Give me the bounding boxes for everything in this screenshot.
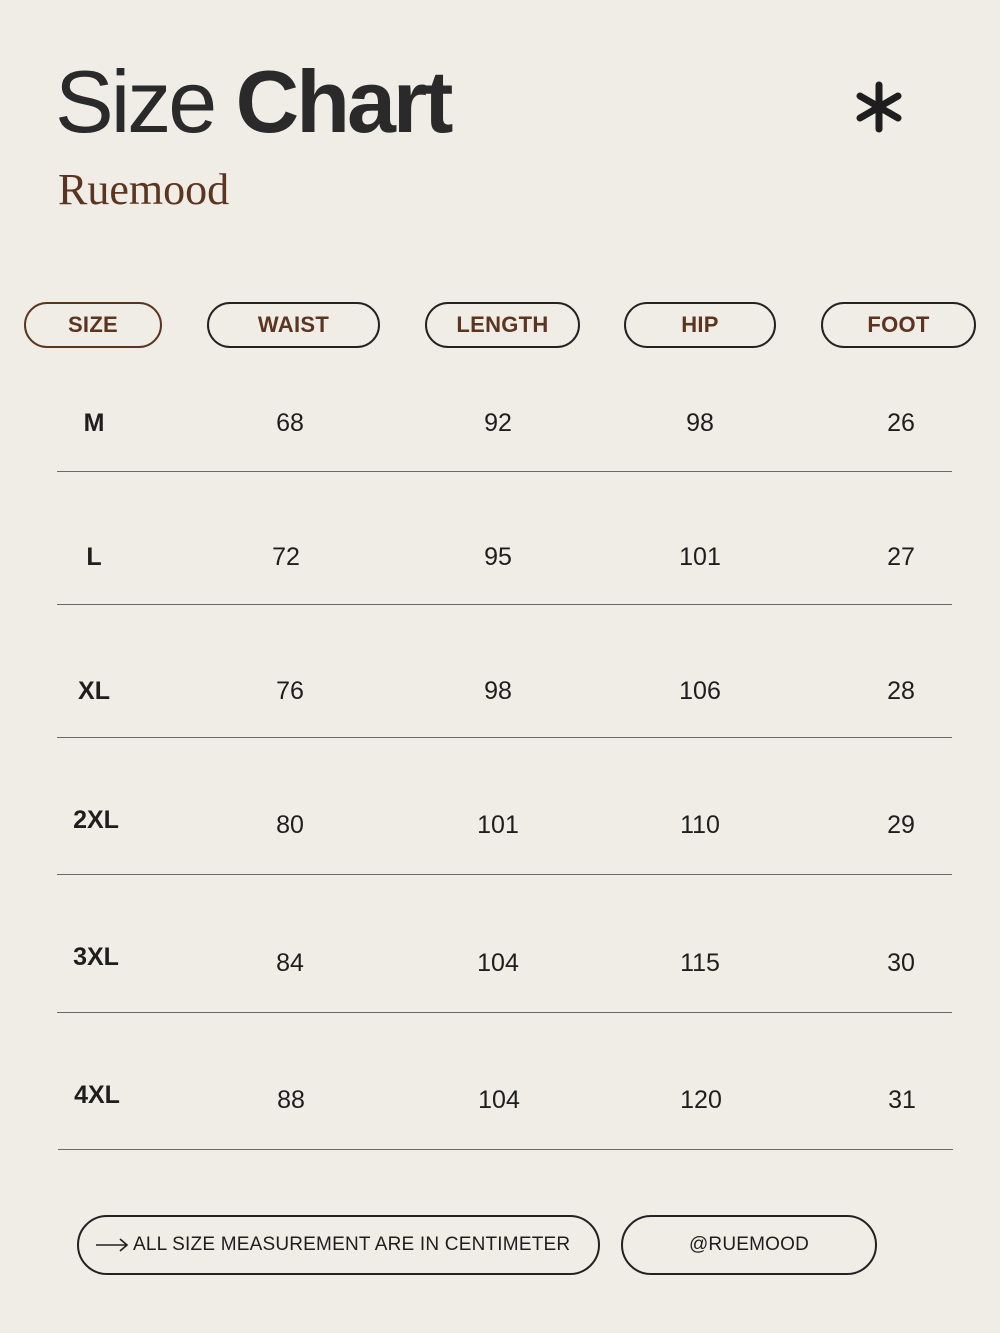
- size-cell: M: [83, 409, 105, 437]
- foot-cell: 29: [887, 811, 915, 839]
- row-divider: [57, 471, 952, 472]
- size-cell: L: [86, 543, 102, 571]
- row-divider: [57, 1012, 952, 1013]
- title-bold: Chart: [235, 52, 451, 151]
- arrow-right-icon: [95, 1237, 129, 1253]
- column-header-waist: WAIST: [207, 302, 380, 348]
- waist-cell: 80: [276, 811, 304, 839]
- row-divider: [57, 737, 952, 738]
- hip-cell: 101: [679, 543, 721, 571]
- waist-cell: 88: [277, 1086, 305, 1114]
- hip-cell: 115: [680, 949, 720, 977]
- column-header-length: LENGTH: [425, 302, 580, 348]
- waist-cell: 68: [276, 409, 304, 437]
- waist-cell: 72: [272, 543, 300, 571]
- length-cell: 104: [477, 949, 519, 977]
- waist-cell: 84: [276, 949, 304, 977]
- asterisk-icon: [852, 80, 906, 134]
- waist-cell: 76: [276, 677, 304, 705]
- row-divider: [57, 604, 952, 605]
- foot-cell: 27: [887, 543, 915, 571]
- size-cell: XL: [78, 677, 110, 705]
- length-cell: 101: [477, 811, 519, 839]
- size-cell: 3XL: [73, 943, 119, 971]
- column-header-hip: HIP: [624, 302, 776, 348]
- social-handle: [621, 1215, 877, 1275]
- row-divider: [57, 874, 952, 875]
- size-cell: 2XL: [73, 806, 119, 834]
- hip-cell: 106: [679, 677, 721, 705]
- length-cell: 104: [478, 1086, 520, 1114]
- hip-cell: 98: [686, 409, 714, 437]
- measurement-note-text: ALL SIZE MEASUREMENT ARE IN CENTIMETER: [133, 1234, 571, 1255]
- foot-cell: 28: [887, 677, 915, 705]
- measurement-note: [77, 1215, 600, 1275]
- size-cell: 4XL: [74, 1081, 120, 1109]
- length-cell: 92: [484, 409, 512, 437]
- hip-cell: 110: [680, 811, 720, 839]
- page-title: [55, 52, 450, 152]
- column-header-foot: FOOT: [821, 302, 976, 348]
- row-divider: [58, 1149, 953, 1150]
- foot-cell: 30: [887, 949, 915, 977]
- column-header-size: SIZE: [24, 302, 162, 348]
- title-light: Size: [55, 52, 215, 151]
- length-cell: 98: [484, 677, 512, 705]
- foot-cell: 31: [888, 1086, 916, 1114]
- foot-cell: 26: [887, 409, 915, 437]
- hip-cell: 120: [680, 1086, 722, 1114]
- social-handle-text: @RUEMOOD: [688, 1234, 810, 1255]
- brand-name: Ruemood: [58, 165, 230, 214]
- length-cell: 95: [484, 543, 512, 571]
